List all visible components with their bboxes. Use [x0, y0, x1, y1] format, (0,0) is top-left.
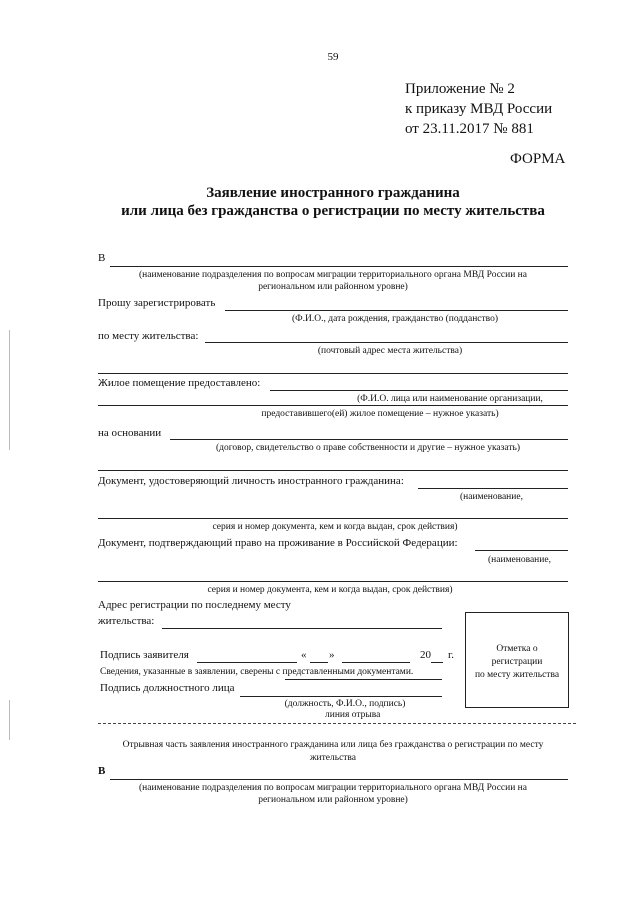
stamp-box-line-1: Отметка о [496, 644, 538, 654]
field-residence-hint: (почтовый адрес места жительства) [317, 346, 463, 356]
field-prev-address-label-1: Адрес регистрации по последнему месту [98, 599, 291, 611]
date-year-suffix: г. [448, 649, 455, 661]
verified-statement: Сведения, указанные в заявлении, сверены с представленными документами. [100, 667, 414, 677]
stamp-box-line-2: регистрации [491, 657, 543, 667]
field-id-doc-hint-2: серия и номер документа, кем и когда выдан, срок действия) [212, 522, 458, 532]
registration-stamp-box [465, 612, 569, 708]
tear-off-hint-1: (наименование подразделения по вопросам миграции территориального органа МВД России на [139, 783, 527, 793]
field-request-hint: (Ф.И.О., дата рождения, гражданство (подданство) [292, 314, 498, 324]
field-right-doc-line-2[interactable] [98, 581, 568, 582]
appendix-line-2: к приказу МВД России [405, 101, 553, 117]
field-residence-label: по месту жительства: [98, 330, 199, 342]
field-right-doc-line[interactable] [475, 550, 568, 551]
field-housing-hint-1: (Ф.И.О. лица или наименование организации, [357, 394, 543, 404]
field-request-label: Прошу зарегистрировать [98, 297, 216, 309]
field-prev-address-line[interactable] [162, 628, 442, 629]
scan-margin-mark [9, 330, 10, 450]
scan-margin-mark [9, 700, 10, 740]
field-request-line[interactable] [225, 310, 568, 311]
field-right-doc-hint-1: (наименование, [488, 555, 551, 565]
field-right-doc-label: Документ, подтверждающий право на проживание в Российской Федерации: [98, 537, 458, 549]
tear-off-to-label: В [98, 765, 106, 777]
field-to-hint-1: (наименование подразделения по вопросам миграции территориального органа МВД России на [139, 270, 527, 280]
field-housing-line-2[interactable] [98, 405, 568, 406]
cut-line-label: линия отрыва [325, 710, 381, 720]
official-signature-hint: (должность, Ф.И.О., подпись) [284, 699, 406, 709]
field-basis-line-2[interactable] [98, 470, 568, 471]
field-id-doc-line-2[interactable] [98, 518, 568, 519]
official-signature-label: Подпись должностного лица [100, 682, 235, 694]
field-to-hint-2: региональном или районном уровне) [258, 282, 408, 292]
field-basis-line[interactable] [170, 439, 568, 440]
field-to-label: В [98, 252, 106, 264]
field-basis-hint: (договор, свидетельство о праве собственности и другие – нужное указать) [216, 443, 520, 453]
field-residence-line-2[interactable] [98, 373, 568, 374]
date-quote-close: » [329, 649, 335, 661]
applicant-signature-label: Подпись заявителя [100, 649, 189, 661]
document-title-line-2: или лица без гражданства о регистрации по месту жительства [121, 203, 545, 219]
field-basis-label: на основании [98, 427, 162, 439]
tear-off-title-2: жительства [309, 753, 357, 763]
form-label: ФОРМА [510, 151, 566, 167]
date-month-line[interactable] [342, 662, 410, 663]
applicant-signature-line[interactable] [197, 662, 297, 663]
cut-line [98, 723, 576, 724]
appendix-line-3: от 23.11.2017 № 881 [405, 121, 534, 137]
stamp-box-line-3: по месту жительства [474, 670, 560, 680]
tear-off-title-1: Отрывная часть заявления иностранного гражданина или лица без гражданства о регистрации по месту [122, 740, 544, 750]
tear-off-hint-2: региональном или районном уровне) [258, 795, 408, 805]
field-housing-line[interactable] [270, 390, 568, 391]
field-id-doc-label: Документ, удостоверяющий личность иностранного гражданина: [98, 475, 404, 487]
field-right-doc-hint-2: серия и номер документа, кем и когда выдан, срок действия) [207, 585, 453, 595]
document-title-line-1: Заявление иностранного гражданина [206, 185, 460, 201]
field-housing-label: Жилое помещение предоставлено: [98, 377, 261, 389]
date-year-line[interactable] [431, 662, 443, 663]
field-to-line[interactable] [110, 266, 568, 267]
date-quote-open: « [301, 649, 307, 661]
field-id-doc-line[interactable] [418, 488, 568, 489]
date-year-prefix: 20 [420, 649, 431, 661]
date-day-line[interactable] [310, 662, 328, 663]
verified-line [285, 679, 442, 680]
field-residence-line[interactable] [205, 342, 568, 343]
official-signature-line[interactable] [240, 696, 442, 697]
field-id-doc-hint-1: (наименование, [460, 492, 523, 502]
field-housing-hint-2: предоставившего(ей) жилое помещение – нужное указать) [261, 409, 499, 419]
field-prev-address-label-2: жительства: [98, 615, 155, 627]
appendix-line-1: Приложение № 2 [405, 81, 515, 97]
page-number: 59 [327, 51, 339, 63]
tear-off-to-line[interactable] [110, 779, 568, 780]
